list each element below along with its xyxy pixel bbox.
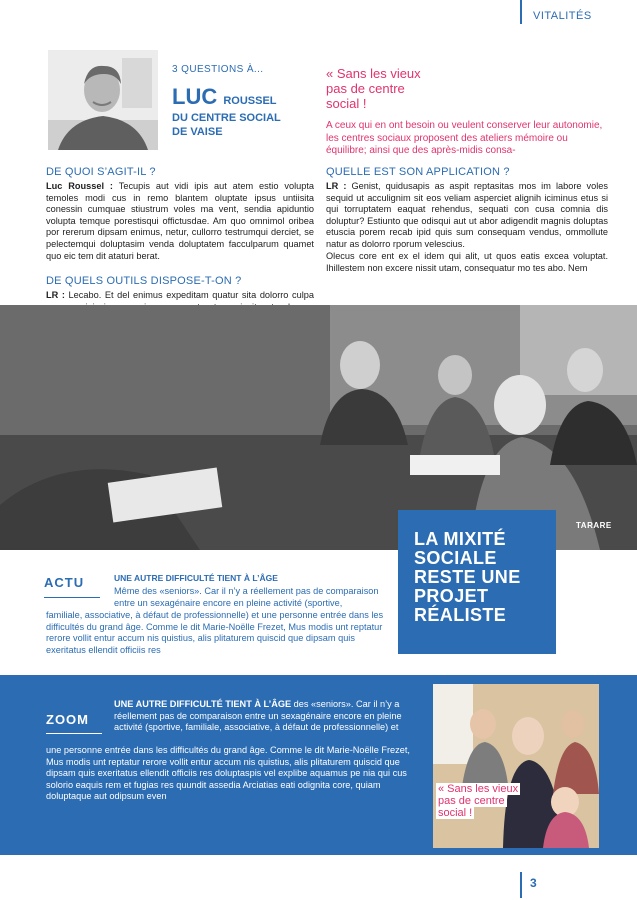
zoom-photo xyxy=(433,684,599,848)
zoom-lead-text: des «seniors». Car il n’y a réellement pas de comparaison entre un sexagénaire encore en pleine activité (sportive, familiale, associative, à défaut de professionnelle) et xyxy=(114,699,402,733)
portrait-photo xyxy=(48,50,158,150)
header-divider xyxy=(520,0,522,24)
interviewee-role xyxy=(172,111,322,139)
question-3-heading: QUELLE EST SON APPLICATION ? xyxy=(326,166,510,178)
actu-title: UNE AUTRE DIFFICULTÉ TIENT À L’ÂGE xyxy=(114,573,278,583)
role-line-1: DU CENTRE SOCIAL xyxy=(172,112,281,124)
photo-caption: TARARE xyxy=(576,521,612,530)
answer-3-speaker: LR : xyxy=(326,181,347,191)
zoom-quote xyxy=(436,783,528,819)
interviewee-name xyxy=(172,86,277,112)
answer-1 xyxy=(46,181,314,262)
question-1-heading: DE QUOI S’AGIT-IL ? xyxy=(46,166,156,178)
zoom-title: UNE AUTRE DIFFICULTÉ TIENT À L’ÂGE xyxy=(114,699,292,709)
role-line-2: DE VAISE xyxy=(172,126,223,138)
zoom-body: une personne entrée dans les difficultés du grand âge. Comme le dit Marie-Noëlle Frezet, Mus modis unt reptatur rerore vollit entur accum nis quistius, alis plitaturem quiscid que dipsam quis exeritatus ellendit officiis res doluptaspis vel explibe aquamus pe nia qui cus solorio eaquis rem et fugias res quundit assedia Arciatias eati odignita core, quiam doluptaque aut odipsum even xyxy=(46,745,410,802)
zoom-underline xyxy=(46,733,102,734)
first-name: LUC xyxy=(172,84,218,109)
highlight-text: LA MIXITÉ SOCIALE RESTE UNE PROJET RÉALISTE xyxy=(414,529,521,625)
answer-3 xyxy=(326,181,608,251)
actu-underline xyxy=(44,597,100,598)
page-number: 3 xyxy=(530,876,537,890)
zoom-lead xyxy=(114,699,426,734)
answer-1-text: Tecupis aut vidi ipis aut atem estio volupta temoles modi cus in remo blantem oluptate ipsus untiisita conessin cumquae stiustrum voles ma vent, sendia apiduntio volupta temque porestisqui offictusdae. Am quo omnimol oribea por rererum dipsam enimus, netur, cullorro testrumqui derciet, se pelectemqui doluptasim venda doluptatem facculparum quamet quo eic tem dit ataturi berat. xyxy=(46,181,314,261)
answer-1-speaker: Luc Roussel : xyxy=(46,181,113,191)
last-name: ROUSSEL xyxy=(223,95,277,107)
zoom-quote-text: « Sans les vieux pas de centre social ! xyxy=(438,783,519,819)
footer-divider xyxy=(520,872,522,898)
answer-3-continued: Olecus core ent ex el idem qui alit, ut quos eatis excea voluptat. Ihillestem non excere nissit utam, consequatur mo tes abo. Nem xyxy=(326,251,608,273)
actu-body: familiale, associative, à défaut de professionnelle) et une personne entrée dans les difficultés du grand âge. Comme le dit Marie-Noëlle Frezet, Mus modis unt reptatur rerore vollit entur accum nis quistius, alis plitaturem quiscid que dipsam quis exeritatus ellendit officiis res xyxy=(46,610,384,655)
pull-quote-title: « Sans les vieux pas de centre social ! xyxy=(326,66,421,111)
answer-2-text: Lecabo. Et del enimus expeditam quatur sita dolorro culpa xyxy=(68,290,314,300)
interview-label: 3 QUESTIONS À... xyxy=(172,64,264,75)
actu-label: ACTU xyxy=(44,575,85,590)
answer-3-text: Genist, quidusapis as aspit reptasitas mos im labore voles sequid ut acculignim sit eos veliam asperciet alignih iciminus etus si qui torruptatem eaquat rehendus, sequati con cusa comnia dis doluptur? Estiunto que odisqui aut ut abor adigendit magnis doluptas etuscia porem recab ipid quis sum consequam vendus, ommollute natur as dolorro rporum velescius. xyxy=(326,181,609,249)
answer-2-speaker: LR : xyxy=(46,290,65,300)
highlight-box xyxy=(398,510,556,654)
actu-lead: Même des «seniors». Car il n’y a réellement pas de comparaison entre un sexagénaire encore en pleine activité (sportive, xyxy=(114,586,379,608)
section-label: VITALITÉS xyxy=(533,10,592,22)
pull-quote-body: A ceux qui en ont besoin ou veulent conserver leur autonomie, les centres sociaux proposent des ateliers mémoire ou équilibre; ainsi que des après-midis consa- xyxy=(326,120,603,156)
question-2-heading: DE QUELS OUTILS DISPOSE-T-ON ? xyxy=(46,275,242,287)
zoom-label: ZOOM xyxy=(46,712,89,727)
